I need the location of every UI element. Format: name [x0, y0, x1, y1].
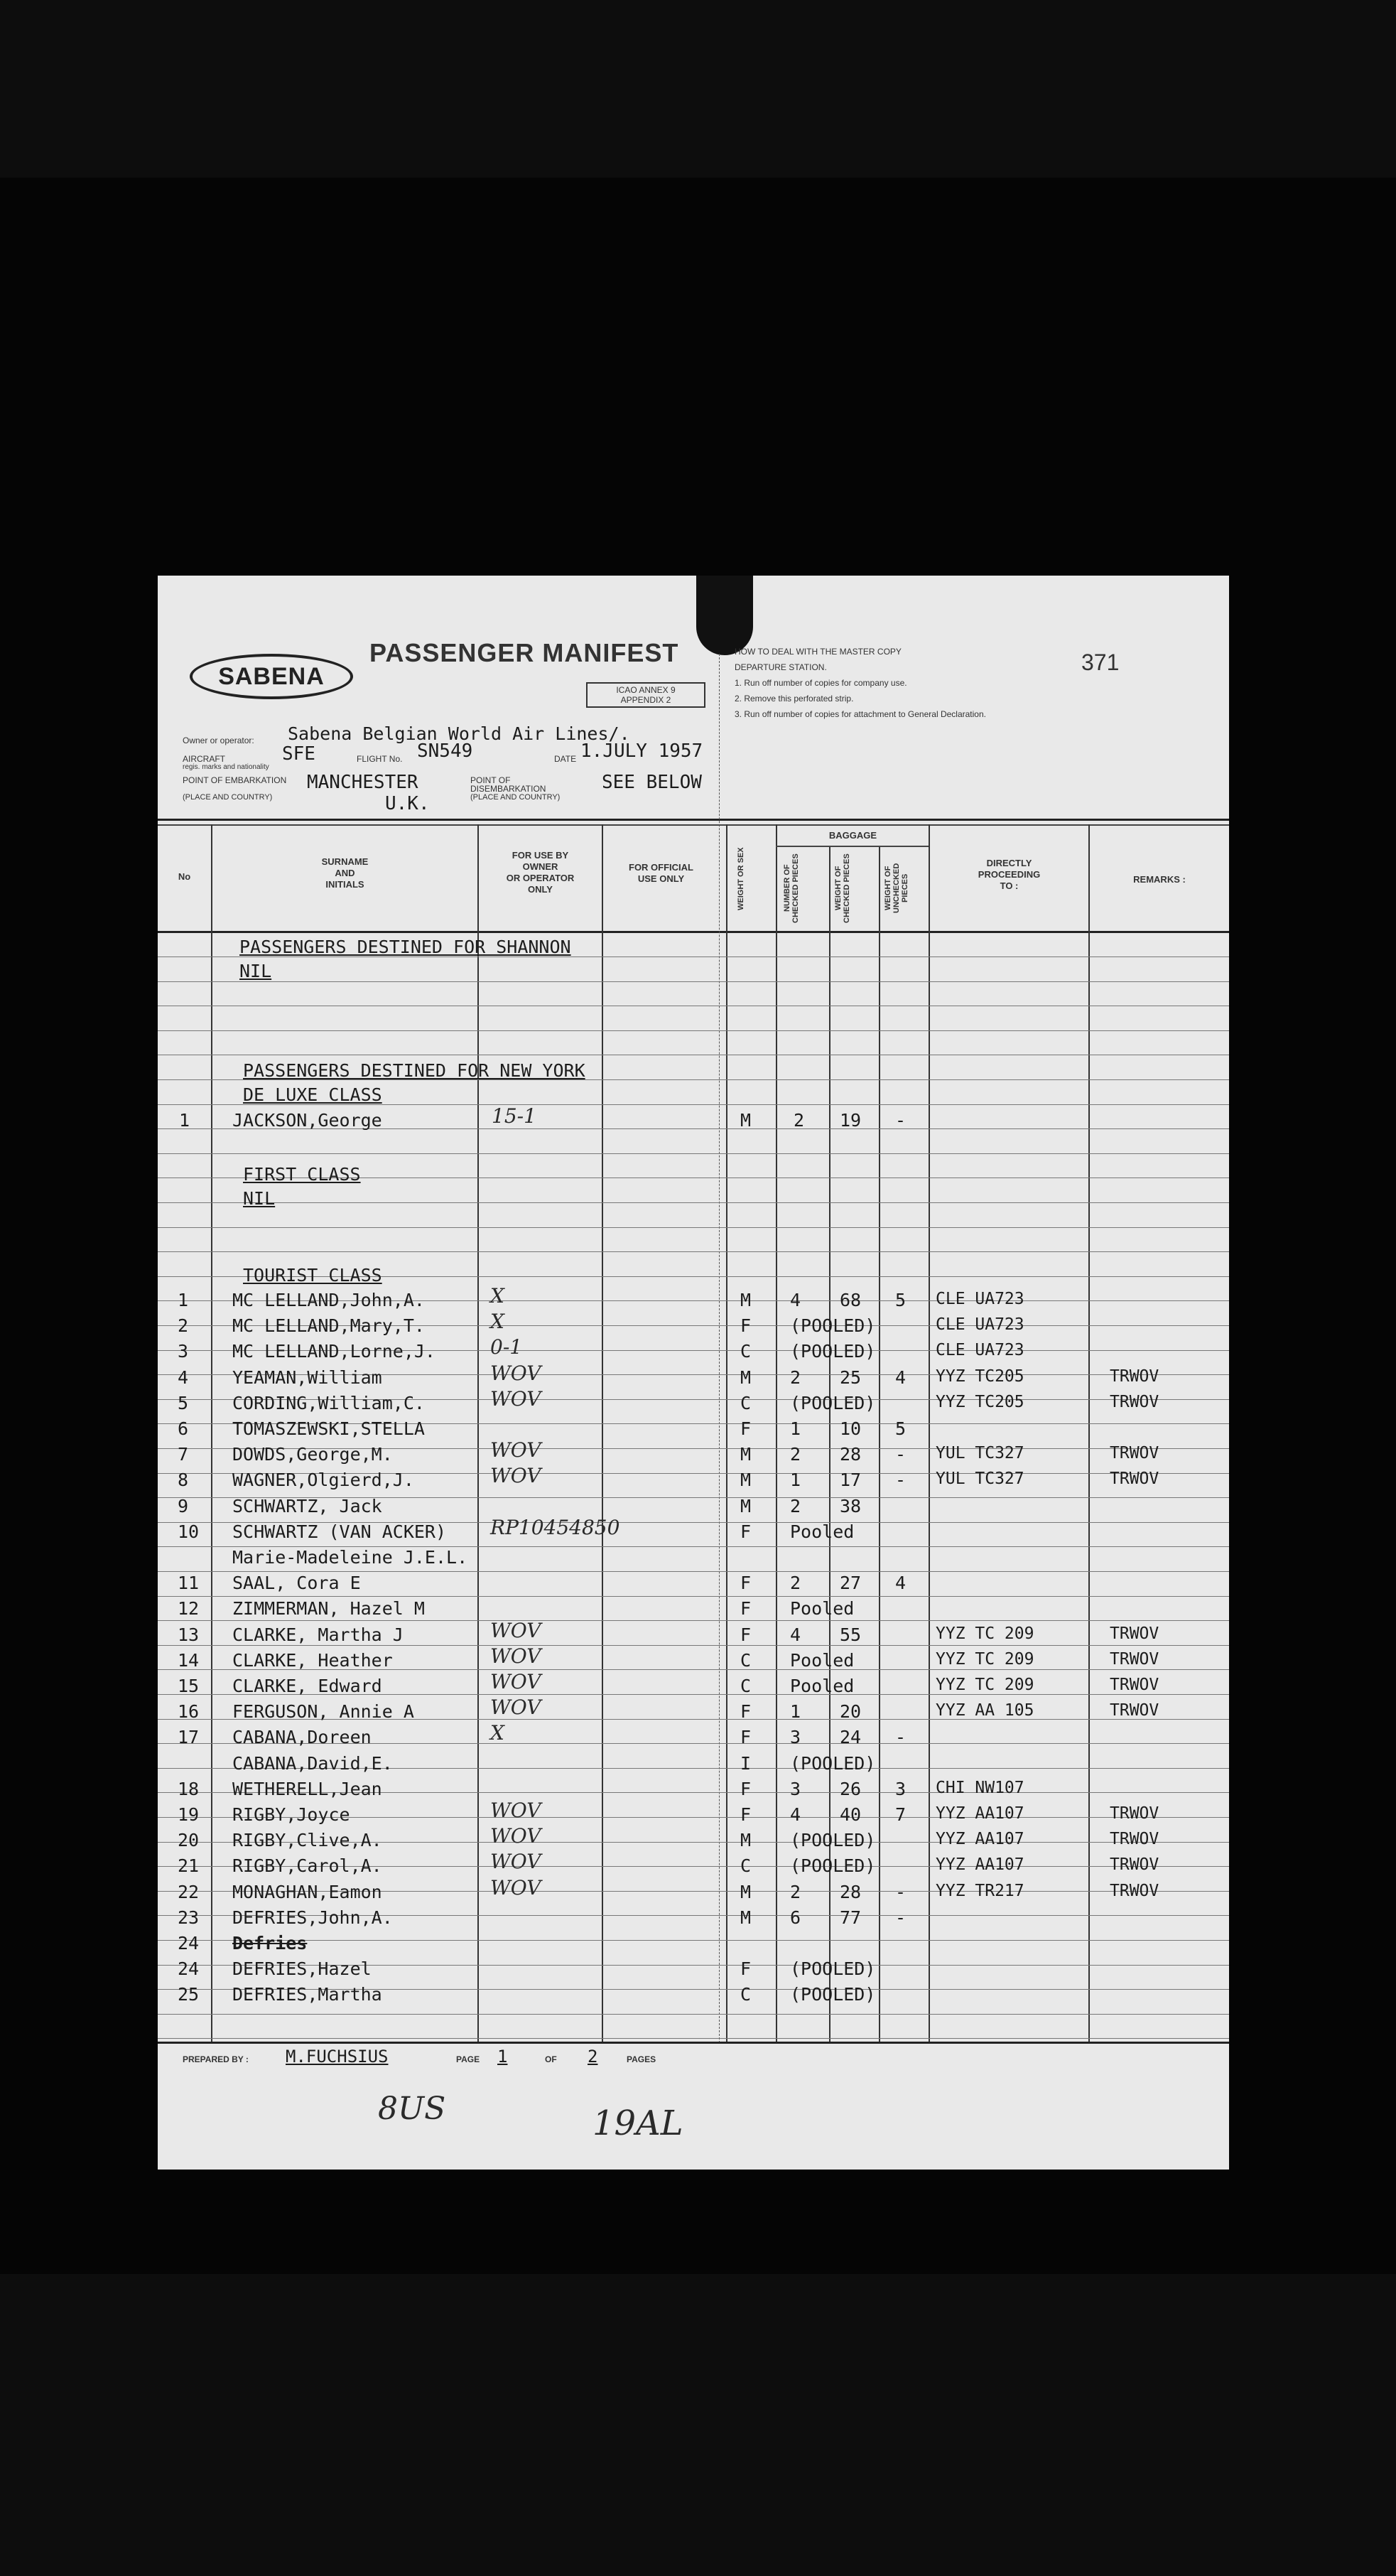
remarks: TRWOV — [1110, 1444, 1159, 1462]
remarks: TRWOV — [1110, 1701, 1159, 1720]
bottom-rule — [158, 2042, 1229, 2044]
passenger-name: Marie-Madeleine J.E.L. — [232, 1547, 468, 1568]
proceeding-to: YYZ TC205 — [936, 1367, 1024, 1386]
sex: F — [740, 1624, 752, 1645]
rule — [158, 819, 1229, 821]
header-line: SURNAME — [321, 856, 369, 867]
owner-mark: WOV — [490, 1387, 541, 1411]
unchecked-weight: - — [895, 1907, 907, 1928]
col-unchecked-weight-header: WEIGHT OF UNCHECKED PIECES — [884, 863, 909, 914]
checked-pieces: Pooled — [790, 1650, 855, 1671]
scan-border-bottom — [0, 2274, 1396, 2576]
manifest-sheet — [158, 576, 1229, 2170]
row-no: 16 — [178, 1701, 200, 1722]
header-line: OR OPERATOR — [506, 873, 575, 883]
passenger-name: RIGBY,Clive,A. — [232, 1830, 382, 1850]
owner-mark: WOV — [490, 1464, 541, 1487]
sex: F — [740, 1598, 752, 1619]
unchecked-weight: 5 — [895, 1418, 907, 1439]
remarks: TRWOV — [1110, 1624, 1159, 1643]
checked-pieces: (POOLED) — [790, 1830, 876, 1850]
checked-pieces: 3 — [790, 1779, 801, 1799]
deluxe-row-owner-mark: 15-1 — [492, 1104, 536, 1128]
header-line: FOR OFFICIAL — [629, 862, 693, 873]
checked-pieces: Pooled — [790, 1676, 855, 1696]
proceeding-to: YYZ AA107 — [936, 1804, 1024, 1823]
row-no: 14 — [178, 1650, 200, 1671]
flight-label: FLIGHT No. — [357, 754, 403, 764]
remarks: TRWOV — [1110, 1882, 1159, 1900]
embark-label: POINT OF EMBARKATION — [183, 775, 287, 785]
sex: F — [740, 1573, 752, 1593]
checked-weight: 10 — [840, 1418, 862, 1439]
checked-pieces: 1 — [790, 1701, 801, 1722]
document-number: 371 — [1081, 650, 1120, 675]
col-remarks-header: REMARKS : — [1133, 874, 1186, 885]
proceeding-to: CLE UA723 — [936, 1341, 1024, 1359]
proceeding-to: YUL TC327 — [936, 1444, 1024, 1462]
proceeding-to: YYZ TC205 — [936, 1393, 1024, 1411]
pages-label: PAGES — [627, 2054, 656, 2064]
section-subheading: NIL — [239, 961, 272, 981]
remarks: TRWOV — [1110, 1804, 1159, 1823]
owner-mark: WOV — [490, 1824, 541, 1848]
row-rule — [158, 1940, 1229, 1941]
row-no: 12 — [178, 1598, 200, 1619]
col-official-header — [603, 862, 719, 885]
checked-weight: 25 — [840, 1367, 862, 1388]
remarks: TRWOV — [1110, 1650, 1159, 1669]
owner-mark: WOV — [490, 1799, 541, 1822]
sex: F — [740, 1958, 752, 1979]
proceeding-to: YYZ AA107 — [936, 1855, 1024, 1874]
proceeding-to: YYZ TC 209 — [936, 1624, 1034, 1643]
row-rule — [158, 1251, 1229, 1252]
column-rule — [929, 824, 930, 2043]
checked-pieces: Pooled — [790, 1598, 855, 1619]
header-line: AND — [335, 868, 355, 878]
header-line: FOR USE BY — [512, 850, 569, 861]
aircraft-value: SFE — [282, 743, 315, 765]
section-heading: PASSENGERS DESTINED FOR NEW YORK — [243, 1060, 585, 1081]
page-total: 2 — [588, 2047, 598, 2066]
embark-sublabel: (PLACE AND COUNTRY) — [183, 793, 273, 802]
row-no: 4 — [178, 1367, 189, 1388]
passenger-name: SAAL, Cora E — [232, 1573, 361, 1593]
checked-pieces: 2 — [790, 1444, 801, 1465]
passenger-name: MC LELLAND,Lorne,J. — [232, 1341, 435, 1362]
owner-mark: WOV — [490, 1438, 541, 1462]
owner-mark: X — [490, 1284, 504, 1308]
embark-country: U.K. — [385, 793, 430, 814]
remarks: TRWOV — [1110, 1470, 1159, 1488]
page-number: 1 — [497, 2047, 508, 2066]
proceeding-to: YYZ TC 209 — [936, 1676, 1034, 1694]
row-no: 5 — [178, 1393, 189, 1413]
sex: M — [740, 1830, 752, 1850]
date-value: 1.JULY 1957 — [580, 740, 703, 762]
row-no: 22 — [178, 1882, 200, 1902]
proceeding-to: YYZ AA107 — [936, 1830, 1024, 1848]
proceeding-to: YUL TC327 — [936, 1470, 1024, 1488]
checked-weight: 20 — [840, 1701, 862, 1722]
sex: C — [740, 1341, 752, 1362]
sex: F — [740, 1727, 752, 1747]
row-no: 2 — [178, 1315, 189, 1336]
checked-pieces: (POOLED) — [790, 1855, 876, 1876]
checked-pieces: 1 — [790, 1418, 801, 1439]
prepared-by: M.FUCHSIUS — [286, 2047, 389, 2066]
unchecked-weight: 5 — [895, 1290, 907, 1310]
checked-weight: 26 — [840, 1779, 862, 1799]
header-line: PROCEEDING — [978, 869, 1041, 880]
sex: F — [740, 1779, 752, 1799]
header-line: DIRECTLY — [986, 858, 1032, 868]
unchecked-weight: 4 — [895, 1573, 907, 1593]
row-no: 19 — [178, 1804, 200, 1825]
sex: C — [740, 1393, 752, 1413]
unchecked-weight: - — [895, 1882, 907, 1902]
row-no: 9 — [178, 1496, 189, 1516]
row-no: 23 — [178, 1907, 200, 1928]
passenger-name: WETHERELL,Jean — [232, 1779, 382, 1799]
column-rule — [879, 847, 880, 2043]
checked-weight: 77 — [840, 1907, 862, 1928]
owner-mark: WOV — [490, 1696, 541, 1719]
deluxe-row-no: 1 — [179, 1110, 190, 1131]
row-rule — [158, 1153, 1229, 1154]
row-rule — [158, 1227, 1229, 1228]
section-heading: TOURIST CLASS — [243, 1265, 382, 1286]
deluxe-row-sex: M — [740, 1110, 752, 1131]
header-rule — [158, 931, 1229, 933]
owner-mark: WOV — [490, 1670, 541, 1693]
rule — [158, 824, 1229, 826]
sex: M — [740, 1444, 752, 1465]
sex: F — [740, 1701, 752, 1722]
remarks: TRWOV — [1110, 1855, 1159, 1874]
unchecked-weight: 7 — [895, 1804, 907, 1825]
row-rule — [158, 1571, 1229, 1572]
col-checked-pieces-header: NUMBER OF CHECKED PIECES — [783, 853, 800, 923]
proceeding-to: CHI NW107 — [936, 1779, 1024, 1797]
sex: M — [740, 1290, 752, 1310]
column-rule — [477, 824, 479, 2043]
sex: C — [740, 1650, 752, 1671]
col-checked-weight-header: WEIGHT OF CHECKED PIECES — [834, 853, 851, 923]
proceeding-to: YYZ TC 209 — [936, 1650, 1034, 1669]
checked-pieces: 3 — [790, 1727, 801, 1747]
sex: F — [740, 1418, 752, 1439]
unchecked-weight: - — [895, 1470, 907, 1490]
owner-mark: 0-1 — [490, 1335, 523, 1359]
row-no: 15 — [178, 1676, 200, 1696]
row-rule — [158, 1596, 1229, 1597]
sex: I — [740, 1753, 752, 1774]
passenger-name: SCHWARTZ (VAN ACKER) — [232, 1521, 447, 1542]
flight-value: SN549 — [417, 740, 473, 762]
date-label: DATE — [554, 754, 577, 764]
unchecked-weight: - — [895, 1727, 907, 1747]
checked-weight: 24 — [840, 1727, 862, 1747]
header-line: INITIALS — [325, 879, 364, 890]
sex: M — [740, 1470, 752, 1490]
col-name-header — [212, 856, 477, 890]
passenger-name: MC LELLAND,John,A. — [232, 1290, 425, 1310]
operator-value: Sabena Belgian World Air Lines/. — [288, 723, 630, 744]
checked-pieces: 2 — [790, 1496, 801, 1516]
row-no: 7 — [178, 1444, 189, 1465]
checked-pieces: 4 — [790, 1624, 801, 1645]
row-no: 10 — [178, 1521, 200, 1542]
passenger-name: Defries — [232, 1933, 308, 1953]
proceeding-to: CLE UA723 — [936, 1290, 1024, 1308]
passenger-name: CLARKE, Martha J — [232, 1624, 404, 1645]
owner-mark: WOV — [490, 1362, 541, 1385]
row-no: 18 — [178, 1779, 200, 1799]
sex: C — [740, 1984, 752, 2005]
row-rule — [158, 2038, 1229, 2039]
passenger-name: DEFRIES,John,A. — [232, 1907, 393, 1928]
checked-pieces: (POOLED) — [790, 1393, 876, 1413]
annex-box — [586, 682, 705, 708]
remarks: TRWOV — [1110, 1367, 1159, 1386]
row-no: 24 — [178, 1958, 200, 1979]
instruction-line: 1. Run off number of copies for company use. — [735, 678, 907, 688]
checked-pieces: (POOLED) — [790, 1341, 876, 1362]
row-no: 8 — [178, 1470, 189, 1490]
checked-weight: 17 — [840, 1470, 862, 1490]
owner-mark: RP10454850 — [490, 1516, 620, 1539]
row-rule — [158, 981, 1229, 982]
remarks: TRWOV — [1110, 1393, 1159, 1411]
checked-pieces: 1 — [790, 1470, 801, 1490]
checked-weight: 28 — [840, 1444, 862, 1465]
checked-pieces: (POOLED) — [790, 1984, 876, 2005]
column-rule — [726, 824, 727, 2043]
passenger-name: DEFRIES,Martha — [232, 1984, 382, 2005]
unchecked-weight: 4 — [895, 1367, 907, 1388]
passenger-name: RIGBY,Carol,A. — [232, 1855, 382, 1876]
sex: C — [740, 1676, 752, 1696]
owner-mark: WOV — [490, 1644, 541, 1668]
sex: M — [740, 1367, 752, 1388]
checked-pieces: 4 — [790, 1290, 801, 1310]
baggage-rule — [776, 846, 929, 847]
row-no: 13 — [178, 1624, 200, 1645]
row-no: 17 — [178, 1727, 200, 1747]
row-no: 6 — [178, 1418, 189, 1439]
deluxe-row-weight: 19 — [840, 1110, 862, 1131]
handwritten-note: 19AL — [593, 2103, 683, 2143]
sex: F — [740, 1521, 752, 1542]
perforation-line — [719, 654, 721, 2043]
checked-pieces: (POOLED) — [790, 1753, 876, 1774]
row-no: 11 — [178, 1573, 200, 1593]
passenger-name: MONAGHAN,Eamon — [232, 1882, 382, 1902]
owner-mark: WOV — [490, 1619, 541, 1642]
owner-mark: X — [490, 1721, 504, 1745]
checked-weight: 27 — [840, 1573, 862, 1593]
passenger-name: TOMASZEWSKI,STELLA — [232, 1418, 425, 1439]
passenger-name: CLARKE, Heather — [232, 1650, 393, 1671]
scan-border-top — [0, 0, 1396, 178]
checked-pieces: (POOLED) — [790, 1315, 876, 1336]
proceeding-to: YYZ AA 105 — [936, 1701, 1034, 1720]
handwritten-note: 8US — [378, 2091, 446, 2127]
checked-pieces: 2 — [790, 1573, 801, 1593]
deluxe-row-name: JACKSON,George — [232, 1110, 382, 1131]
column-rule — [211, 824, 212, 2043]
checked-pieces: 2 — [790, 1367, 801, 1388]
unchecked-weight: 3 — [895, 1779, 907, 1799]
passenger-name: WAGNER,Olgierd,J. — [232, 1470, 414, 1490]
checked-pieces: Pooled — [790, 1521, 855, 1542]
sex: M — [740, 1882, 752, 1902]
col-baggage-header: BAGGAGE — [828, 830, 877, 841]
column-rule — [602, 824, 603, 2043]
annex-line-1: ICAO ANNEX 9 — [616, 685, 676, 695]
proceeding-to: CLE UA723 — [936, 1315, 1024, 1334]
checked-pieces: 2 — [790, 1882, 801, 1902]
embark-value: MANCHESTER — [307, 772, 418, 793]
unchecked-weight: - — [895, 1444, 907, 1465]
page-label: PAGE — [456, 2054, 480, 2064]
instruction-line: 2. Remove this perforated strip. — [735, 694, 854, 704]
section-subheading: NIL — [243, 1188, 276, 1209]
row-no: 3 — [178, 1341, 189, 1362]
row-no: 21 — [178, 1855, 200, 1876]
owner-mark: WOV — [490, 1850, 541, 1873]
header-line: OWNER — [522, 861, 558, 872]
manifest-title: PASSENGER MANIFEST — [369, 638, 679, 667]
passenger-name: CABANA,David,E. — [232, 1753, 393, 1774]
passenger-name: CORDING,William,C. — [232, 1393, 425, 1413]
header-line: TO : — [1000, 880, 1019, 891]
instructions — [735, 644, 986, 722]
row-no: 20 — [178, 1830, 200, 1850]
checked-weight: 55 — [840, 1624, 862, 1645]
instruction-line: HOW TO DEAL WITH THE MASTER COPY — [735, 647, 902, 657]
operator-label: Owner or operator: — [183, 735, 254, 745]
row-rule — [158, 1202, 1229, 1203]
sex: M — [740, 1496, 752, 1516]
column-rule — [1088, 824, 1090, 2043]
aircraft-sublabel: regis. marks and nationality — [183, 763, 269, 771]
passenger-name: ZIMMERMAN, Hazel M — [232, 1598, 425, 1619]
sabena-logo: SABENA — [190, 654, 353, 699]
annex-line-2: APPENDIX 2 — [620, 695, 671, 705]
passenger-name: YEAMAN,William — [232, 1367, 382, 1388]
sex: M — [740, 1907, 752, 1928]
header-line: USE ONLY — [637, 873, 685, 884]
passenger-name: CABANA,Doreen — [232, 1727, 372, 1747]
section-subheading: DE LUXE CLASS — [243, 1084, 382, 1105]
section-heading: FIRST CLASS — [243, 1164, 361, 1185]
passenger-name: MC LELLAND,Mary,T. — [232, 1315, 425, 1336]
passenger-name: DEFRIES,Hazel — [232, 1958, 372, 1979]
passenger-name: RIGBY,Joyce — [232, 1804, 350, 1825]
deluxe-row-pieces: 2 — [794, 1110, 805, 1131]
instruction-line: DEPARTURE STATION. — [735, 662, 827, 672]
disembark-sublabel: (PLACE AND COUNTRY) — [470, 793, 561, 802]
disembark-label: POINT OF DISEMBARKATION — [470, 775, 546, 794]
sex: F — [740, 1315, 752, 1336]
row-no: 1 — [178, 1290, 189, 1310]
remarks: TRWOV — [1110, 1676, 1159, 1694]
row-rule — [158, 1620, 1229, 1621]
col-proceeding-header — [930, 858, 1088, 892]
remarks: TRWOV — [1110, 1830, 1159, 1848]
deluxe-row-unchecked: - — [895, 1110, 907, 1131]
column-rule — [776, 824, 777, 2043]
checked-pieces: (POOLED) — [790, 1958, 876, 1979]
passenger-name: CLARKE, Edward — [232, 1676, 382, 1696]
checked-weight: 40 — [840, 1804, 862, 1825]
passenger-name: FERGUSON, Annie A — [232, 1701, 414, 1722]
sex: C — [740, 1855, 752, 1876]
row-rule — [158, 2014, 1229, 2015]
owner-mark: WOV — [490, 1876, 541, 1899]
passenger-name: SCHWARTZ, Jack — [232, 1496, 382, 1516]
of-label: OF — [545, 2054, 557, 2064]
checked-weight: 68 — [840, 1290, 862, 1310]
checked-weight: 38 — [840, 1496, 862, 1516]
col-sex-header: WEIGHT OR SEX — [737, 847, 745, 911]
checked-pieces: 4 — [790, 1804, 801, 1825]
instruction-line: 3. Run off number of copies for attachment to General Declaration. — [735, 709, 986, 719]
prepared-label: PREPARED BY : — [183, 2054, 249, 2064]
checked-weight: 28 — [840, 1882, 862, 1902]
header-line: ONLY — [528, 884, 553, 895]
owner-mark: X — [490, 1310, 504, 1333]
row-rule — [158, 1030, 1229, 1031]
passenger-name: DOWDS,George,M. — [232, 1444, 393, 1465]
checked-pieces: 6 — [790, 1907, 801, 1928]
sex: F — [740, 1804, 752, 1825]
row-no: 24 — [178, 1933, 200, 1953]
col-owner-header — [479, 850, 602, 895]
row-no: 25 — [178, 1984, 200, 2005]
section-heading: PASSENGERS DESTINED FOR SHANNON — [239, 937, 571, 957]
row-rule — [158, 1645, 1229, 1646]
col-no-header: No — [178, 871, 191, 882]
disembark-value: SEE BELOW — [602, 772, 702, 793]
proceeding-to: YYZ TR217 — [936, 1882, 1024, 1900]
aircraft-label: AIRCRAFT — [183, 754, 225, 764]
